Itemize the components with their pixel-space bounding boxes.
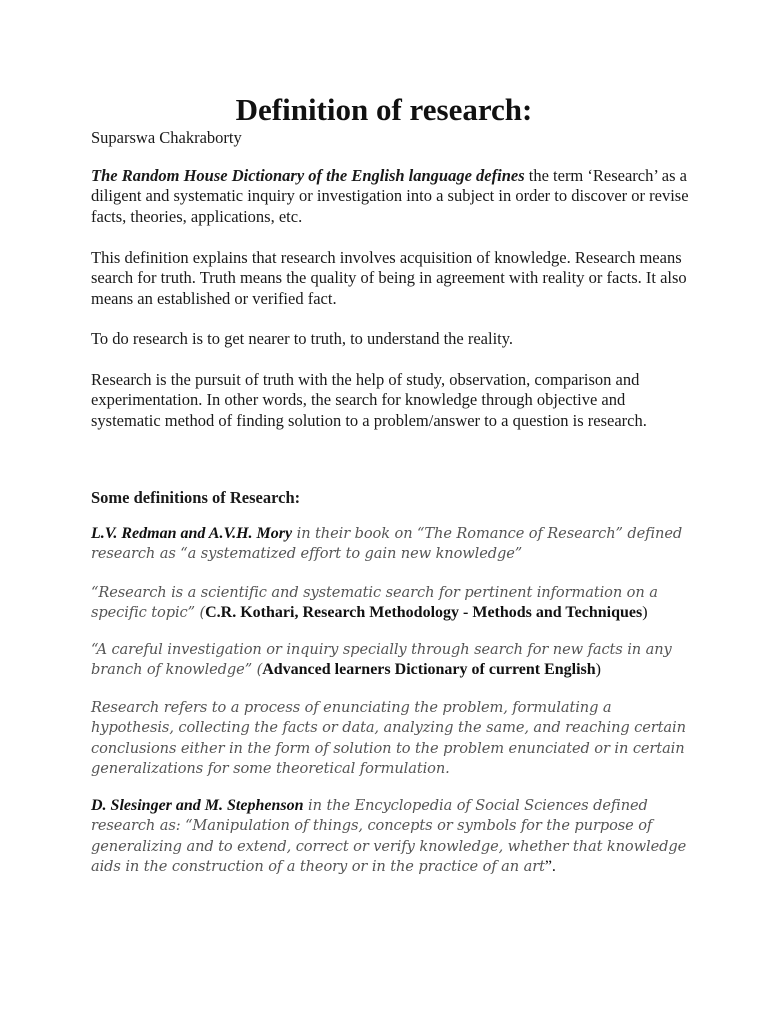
definition-source: C.R. Kothari, Research Methodology - Methods and Techniques (205, 604, 643, 622)
definition-close: ) (642, 604, 648, 622)
paragraph-pursuit: Research is the pursuit of truth with the help of study, observation, comparison and experimentation. In other words, the search for knowledge through objective and systematic method of finding solution to a problem/answer to a question is research. (91, 370, 647, 430)
definition-text: in their book on “The Romance of Research” defined research as “a systematized effort to gain new knowledge” (91, 525, 683, 563)
definition-learners-dictionary (91, 640, 691, 681)
paragraph-truth: To do research is to get nearer to truth, to understand the reality. (91, 329, 514, 348)
definition-kothari (91, 583, 691, 624)
definition-authors: L.V. Redman and A.V.H. Mory (91, 525, 293, 542)
paragraph-dictionary-definition (91, 166, 691, 227)
paragraph-text: the term ‘Research’ as a diligent and systematic inquiry or investigation into a subject in order to discover or revise facts, theories, applications, etc. (91, 166, 689, 226)
definition-text: in the Encyclopedia of Social Sciences defined research as: “Manipulation of things, concepts or symbols for the purpose of generalizing and to extend, correct or verify knowledge, whether that knowledge aids in the construction of a theory or in the practice of an art (91, 797, 687, 876)
definitions-heading: Some definitions of Research: (91, 488, 301, 507)
dictionary-source: The Random House Dictionary of the English language defines (91, 166, 525, 185)
definition-redman-mory (91, 524, 691, 565)
definition-text: “A careful investigation or inquiry specially through search for new facts in any branch of knowledge” ( (91, 641, 672, 679)
author-name: Suparswa Chakraborty (91, 128, 242, 147)
definition-text: “Research is a scientific and systematic search for pertinent information on a specific topic” ( (91, 584, 658, 622)
definition-close: ”. (544, 858, 556, 876)
definition-slesinger-stephenson (91, 796, 691, 878)
definition-source: Advanced learners Dictionary of current English (262, 661, 596, 679)
definition-authors: D. Slesinger and M. Stephenson (91, 797, 304, 814)
definition-close: ) (595, 661, 601, 679)
paragraph-explanation: This definition explains that research involves acquisition of knowledge. Research means search for truth. Truth means the quality of being in agreement with reality or facts. It also means an established or verified fact. (91, 248, 687, 308)
definition-process: Research refers to a process of enunciating the problem, formulating a hypothesis, collecting the facts or data, analyzing the same, and reaching certain conclusions either in the form of solution to the problem enunciated or in certain generalizations for some theoretical formulation. (91, 699, 686, 778)
page-title: Definition of research: (235, 92, 533, 127)
